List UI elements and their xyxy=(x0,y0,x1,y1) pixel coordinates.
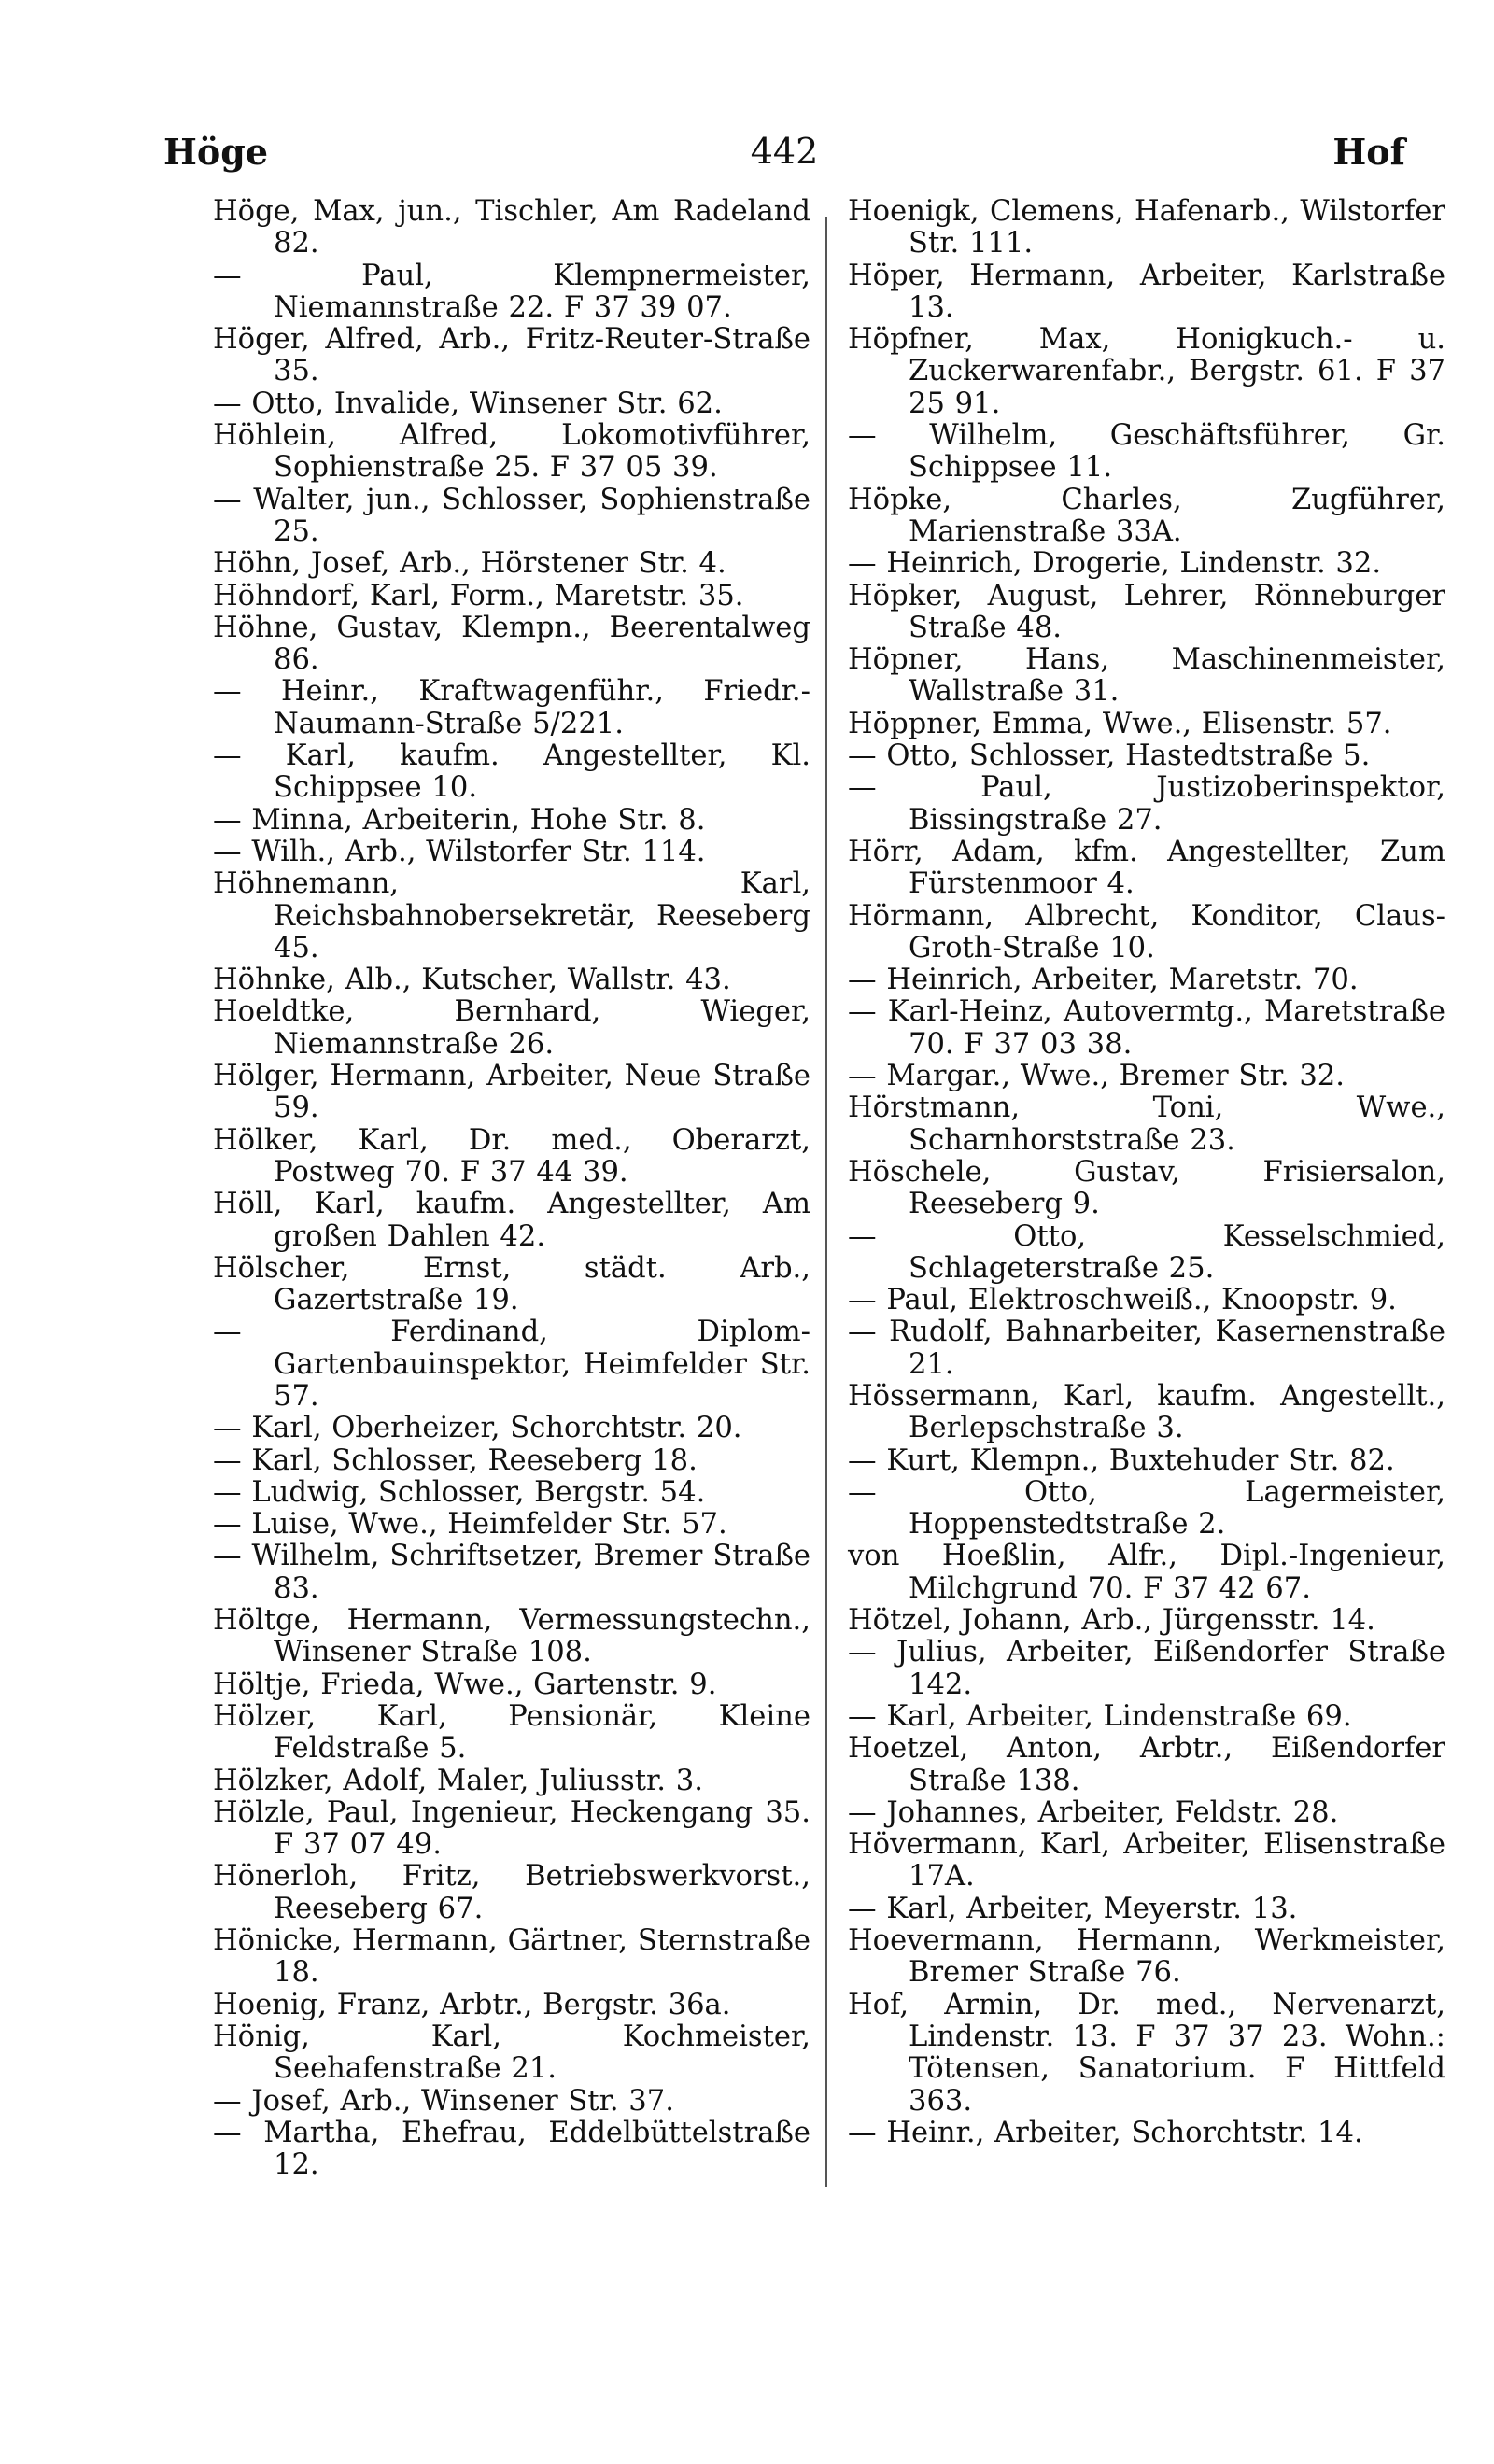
directory-entry: Hörmann, Albrecht, Konditor, Claus-Groth-Straße 10. xyxy=(848,899,1445,964)
directory-entry: — Otto, Lagermeister, Hoppenstedtstraße 2. xyxy=(848,1475,1445,1542)
running-header xyxy=(163,131,1405,183)
directory-entry: Hössermann, Karl, kaufm. Angestellt., Berlepschstraße 3. xyxy=(848,1379,1445,1445)
header-right-keyword: Hof xyxy=(1332,131,1405,173)
directory-entry: Höppner, Emma, Wwe., Elisenstr. 57. xyxy=(848,707,1392,740)
directory-entry: Hönig, Karl, Kochmeister, Seehafenstraße 21. xyxy=(213,2020,810,2086)
left-column xyxy=(213,196,810,2181)
directory-entry: — Heinrich, Drogerie, Lindenstr. 32. xyxy=(848,547,1382,581)
directory-entry: Höge, Max, jun., Tischler, Am Radeland 82. xyxy=(213,195,810,260)
directory-entry: Hövermann, Karl, Arbeiter, Elisenstraße 17A. xyxy=(848,1828,1445,1894)
directory-entry: Hölker, Karl, Dr. med., Oberarzt, Postweg 70. F 37 44 39. xyxy=(213,1123,810,1189)
directory-entry: Hönicke, Hermann, Gärtner, Sternstraße 18. xyxy=(213,1924,810,1990)
directory-entry: Hölzker, Adolf, Maler, Juliusstr. 3. xyxy=(213,1764,703,1797)
directory-entry: Hoeldtke, Bernhard, Wieger, Niemannstraße 26. xyxy=(213,995,810,1061)
directory-entry: — Heinr., Kraftwagenführ., Friedr.-Naumann-Straße 5/221. xyxy=(213,675,810,740)
directory-entry: Höltge, Hermann, Vermessungstechn., Winsener Straße 108. xyxy=(213,1604,810,1669)
directory-entry: Höpfner, Max, Honigkuch.- u. Zuckerwarenfabr., Bergstr. 61. F 37 25 91. xyxy=(848,323,1445,420)
directory-entry: Hölger, Hermann, Arbeiter, Neue Straße 59. xyxy=(213,1060,810,1125)
directory-entry: Höhlein, Alfred, Lokomotivführer, Sophienstraße 25. F 37 05 39. xyxy=(213,419,810,485)
directory-entry: — Ferdinand, Diplom-Gartenbauinspektor, Heimfelder Str. 57. xyxy=(213,1316,810,1413)
directory-entry: — Minna, Arbeiterin, Hohe Str. 8. xyxy=(213,803,706,837)
directory-entry: Höhnke, Alb., Kutscher, Wallstr. 43. xyxy=(213,964,731,997)
directory-entry: — Ludwig, Schlosser, Bergstr. 54. xyxy=(213,1475,706,1509)
directory-entry: Höhne, Gustav, Klempn., Beerentalweg 86. xyxy=(213,611,810,677)
directory-entry: — Martha, Ehefrau, Eddelbüttelstraße 12. xyxy=(213,2116,810,2182)
directory-entry: Höhn, Josef, Arb., Hörstener Str. 4. xyxy=(213,547,726,581)
directory-entry: von Hoeßlin, Alfr., Dipl.-Ingenieur, Milchgrund 70. F 37 42 67. xyxy=(848,1540,1445,1605)
directory-entry: Höpke, Charles, Zugführer, Marienstraße 33A. xyxy=(848,483,1445,548)
directory-entry: — Kurt, Klempn., Buxtehuder Str. 82. xyxy=(848,1443,1395,1477)
directory-entry: — Josef, Arb., Winsener Str. 37. xyxy=(213,2084,674,2118)
directory-entry: Höltje, Frieda, Wwe., Gartenstr. 9. xyxy=(213,1668,717,1701)
directory-entry: — Julius, Arbeiter, Eißendorfer Straße 142. xyxy=(848,1636,1445,1701)
directory-entry: Höpner, Hans, Maschinenmeister, Wallstraße 31. xyxy=(848,643,1445,709)
directory-entry: Hötzel, Johann, Arb., Jürgensstr. 14. xyxy=(848,1604,1375,1638)
directory-entry: — Wilhelm, Schriftsetzer, Bremer Straße 83. xyxy=(213,1540,810,1605)
directory-entry: — Luise, Wwe., Heimfelder Str. 57. xyxy=(213,1508,727,1542)
directory-entry: Hölzle, Paul, Ingenieur, Heckengang 35. F 37 07 49. xyxy=(213,1795,810,1862)
directory-entry: — Walter, jun., Schlosser, Sophienstraße 25. xyxy=(213,483,810,548)
directory-entry: — Rudolf, Bahnarbeiter, Kasernenstraße 21. xyxy=(848,1316,1445,1381)
directory-entry: — Paul, Klempnermeister, Niemannstraße 22. F 37 39 07. xyxy=(213,259,810,324)
directory-entry: — Paul, Elektroschweiß., Knoopstr. 9. xyxy=(848,1284,1397,1317)
directory-entry: Hof, Armin, Dr. med., Nervenarzt, Lindenstr. 13. F 37 37 23. Wohn.: Tötensen, Sanatorium. F Hittfeld 363. xyxy=(848,1988,1445,2118)
directory-entry: — Wilh., Arb., Wilstorfer Str. 114. xyxy=(213,835,706,868)
directory-entry: — Karl, Arbeiter, Lindenstraße 69. xyxy=(848,1699,1352,1733)
directory-entry: — Karl-Heinz, Autovermtg., Maretstraße 70. F 37 03 38. xyxy=(848,995,1445,1061)
directory-entry: — Karl, kaufm. Angestellter, Kl. Schippsee 10. xyxy=(213,739,810,805)
directory-entry: Hölzer, Karl, Pensionär, Kleine Feldstraße 5. xyxy=(213,1699,810,1766)
directory-entry: Hönerloh, Fritz, Betriebswerkvorst., Reeseberg 67. xyxy=(213,1860,810,1925)
directory-entry: Hoenigk, Clemens, Hafenarb., Wilstorfer Str. 111. xyxy=(848,195,1445,260)
directory-entry: Höhnemann, Karl, Reichsbahnobersekretär, Reeseberg 45. xyxy=(213,867,810,964)
page-number: 442 xyxy=(750,131,819,172)
directory-entry: — Wilhelm, Geschäftsführer, Gr. Schippsee 11. xyxy=(848,419,1445,485)
directory-entry: — Karl, Arbeiter, Meyerstr. 13. xyxy=(848,1892,1298,1925)
right-column xyxy=(848,196,1445,2149)
directory-entry: — Paul, Justizoberinspektor, Bissingstraße 27. xyxy=(848,771,1445,837)
directory-entry: Hoenig, Franz, Arbtr., Bergstr. 36a. xyxy=(213,1988,731,2021)
directory-entry: — Otto, Schlosser, Hastedtstraße 5. xyxy=(848,739,1371,773)
directory-entry: — Heinrich, Arbeiter, Maretstr. 70. xyxy=(848,964,1359,997)
directory-entry: Hörr, Adam, kfm. Angestellter, Zum Fürstenmoor 4. xyxy=(848,835,1445,901)
directory-entry: — Otto, Invalide, Winsener Str. 62. xyxy=(213,387,723,420)
directory-entry: Höger, Alfred, Arb., Fritz-Reuter-Straße 35. xyxy=(213,323,810,388)
directory-entry: — Karl, Schlosser, Reeseberg 18. xyxy=(213,1443,698,1477)
column-divider xyxy=(825,217,827,2187)
directory-entry: Höpker, August, Lehrer, Rönneburger Straße 48. xyxy=(848,579,1445,644)
directory-entry: Hoevermann, Hermann, Werkmeister, Bremer Straße 76. xyxy=(848,1924,1445,1990)
directory-entry: Höschele, Gustav, Frisiersalon, Reeseberg 9. xyxy=(848,1155,1445,1221)
header-left-keyword: Höge xyxy=(163,131,268,173)
directory-entry: Höhndorf, Karl, Form., Maretstr. 35. xyxy=(213,579,744,612)
directory-entry: Hoetzel, Anton, Arbtr., Eißendorfer Straße 138. xyxy=(848,1732,1445,1797)
directory-entry: Hörstmann, Toni, Wwe., Scharnhorststraße 23. xyxy=(848,1091,1445,1157)
directory-entry: — Otto, Kesselschmied, Schlageterstraße 25. xyxy=(848,1219,1445,1285)
directory-entry: Höll, Karl, kaufm. Angestellter, Am großen Dahlen 42. xyxy=(213,1188,810,1253)
directory-entry: — Karl, Oberheizer, Schorchtstr. 20. xyxy=(213,1412,742,1445)
directory-entry: — Johannes, Arbeiter, Feldstr. 28. xyxy=(848,1795,1339,1829)
directory-entry: — Margar., Wwe., Bremer Str. 32. xyxy=(848,1060,1345,1093)
directory-entry: Hölscher, Ernst, städt. Arb., Gazertstraße 19. xyxy=(213,1251,810,1317)
directory-entry: — Heinr., Arbeiter, Schorchtstr. 14. xyxy=(848,2116,1363,2149)
directory-entry: Höper, Hermann, Arbeiter, Karlstraße 13. xyxy=(848,259,1445,324)
